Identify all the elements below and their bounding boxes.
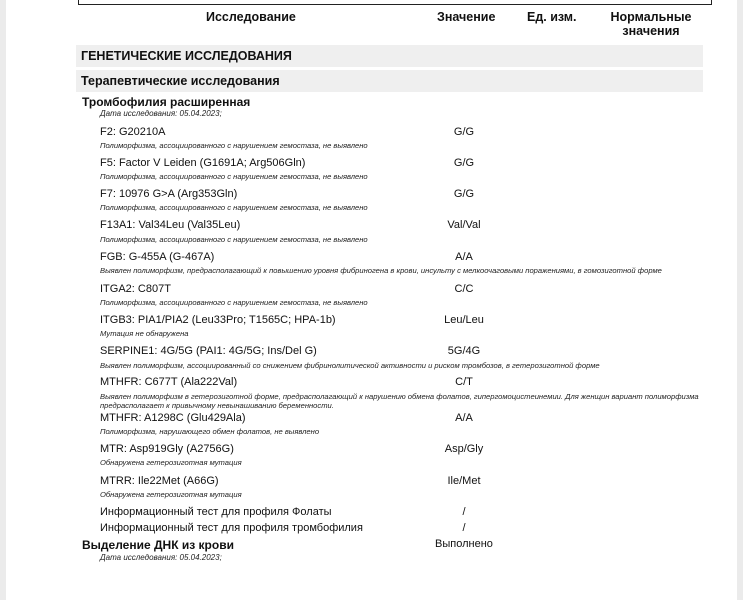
header-unit: Ед. изм. [527, 10, 577, 24]
subsection-title: Терапевтические исследования [76, 70, 703, 92]
top-table-border [78, 0, 712, 5]
header-study: Исследование [206, 10, 296, 24]
test-note: Выявлен полиморфизм, предрасполагающий к повышению уровня фибриногена в крови, инсульту с мелкоочаговыми поражениями, в гомозиготной форме [100, 266, 662, 275]
test-name: ITGA2: C807T [100, 283, 171, 295]
test-name: MTRR: Ile22Met (A66G) [100, 475, 219, 487]
test-note: Полиморфизма, ассоциированного с нарушением гемостаза, не выявлено [100, 172, 368, 181]
test-name: Информационный тест для профиля тромбофилия [100, 522, 363, 534]
test-value: C/C [454, 283, 474, 295]
test-value: G/G [453, 188, 475, 200]
test-name: MTR: Asp919Gly (A2756G) [100, 443, 234, 455]
test-name: F5: Factor V Leiden (G1691A; Arg506Gln) [100, 157, 306, 169]
test-value: G/G [453, 126, 475, 138]
header-norm-line1: Нормальные [610, 10, 692, 24]
section-title: ГЕНЕТИЧЕСКИЕ ИССЛЕДОВАНИЯ [76, 45, 703, 67]
test-note: Полиморфизма, ассоциированного с нарушением гемостаза, не выявлено [100, 235, 368, 244]
group-title-dna: Выделение ДНК из крови [82, 538, 234, 552]
test-note: Обнаружена гетерозиготная мутация [100, 458, 242, 467]
test-name: SERPINE1: 4G/5G (PAI1: 4G/5G; Ins/Del G) [100, 345, 317, 357]
test-note: Полиморфизма, ассоциированного с нарушением гемостаза, не выявлено [100, 141, 368, 150]
test-value: / [462, 522, 466, 534]
group-date-dna: Дата исследования: 05.04.2023; [100, 553, 222, 562]
test-name: MTHFR: A1298C (Glu429Ala) [100, 412, 246, 424]
test-value: Asp/Gly [444, 443, 484, 455]
test-name: Информационный тест для профиля Фолаты [100, 506, 332, 518]
test-value: Leu/Leu [444, 314, 484, 326]
test-note: Полиморфизма, нарушающего обмен фолатов, не выявлено [100, 427, 320, 436]
test-value: Val/Val [447, 219, 481, 231]
test-value: Ile/Met [447, 475, 481, 487]
test-note: Полиморфизма, ассоциированного с нарушением гемостаза, не выявлено [100, 298, 368, 307]
header-norm [606, 10, 696, 38]
test-value: / [462, 506, 466, 518]
test-name: F13A1: Val34Leu (Val35Leu) [100, 219, 241, 231]
test-name: F7: 10976 G>A (Arg353Gln) [100, 188, 238, 200]
test-name: ITGB3: PIA1/PIA2 (Leu33Pro; T1565C; HPA-1b) [100, 314, 336, 326]
test-value: 5G/4G [447, 345, 481, 357]
test-value: A/A [455, 251, 473, 263]
test-note: Выявлен полиморфизм, ассоциированный со снижением фибринолитической активности и риском тромбозов, в гетерозиготной форме [100, 361, 600, 370]
test-name: MTHFR: C677T (Ala222Val) [100, 376, 238, 388]
test-name: FGB: G-455A (G-467A) [100, 251, 215, 263]
test-note: Полиморфизма, ассоциированного с нарушением гемостаза, не выявлено [100, 203, 368, 212]
test-value: C/T [455, 376, 473, 388]
test-note: Выявлен полиморфизм в гетерозиготной форме, предрасполагающий к нарушению обмена фолатов, гипергомоцистеинемии. Для женщин вариант полиморфизма предрасполагает к привычному невынашиванию беременности. [100, 392, 699, 410]
test-value: A/A [455, 412, 473, 424]
test-note: Мутация не обнаружена [100, 329, 189, 338]
group-title-thrombophilia: Тромбофилия расширенная [82, 95, 251, 109]
test-name: F2: G20210A [100, 126, 166, 138]
test-value: G/G [453, 157, 475, 169]
header-norm-line2: значения [622, 24, 680, 38]
test-note: Обнаружена гетерозиготная мутация [100, 490, 242, 499]
report-sheet [6, 0, 737, 600]
header-value: Значение [437, 10, 496, 24]
dna-value: Выполнено [435, 538, 493, 550]
group-date-thrombophilia: Дата исследования: 05.04.2023; [100, 109, 222, 118]
